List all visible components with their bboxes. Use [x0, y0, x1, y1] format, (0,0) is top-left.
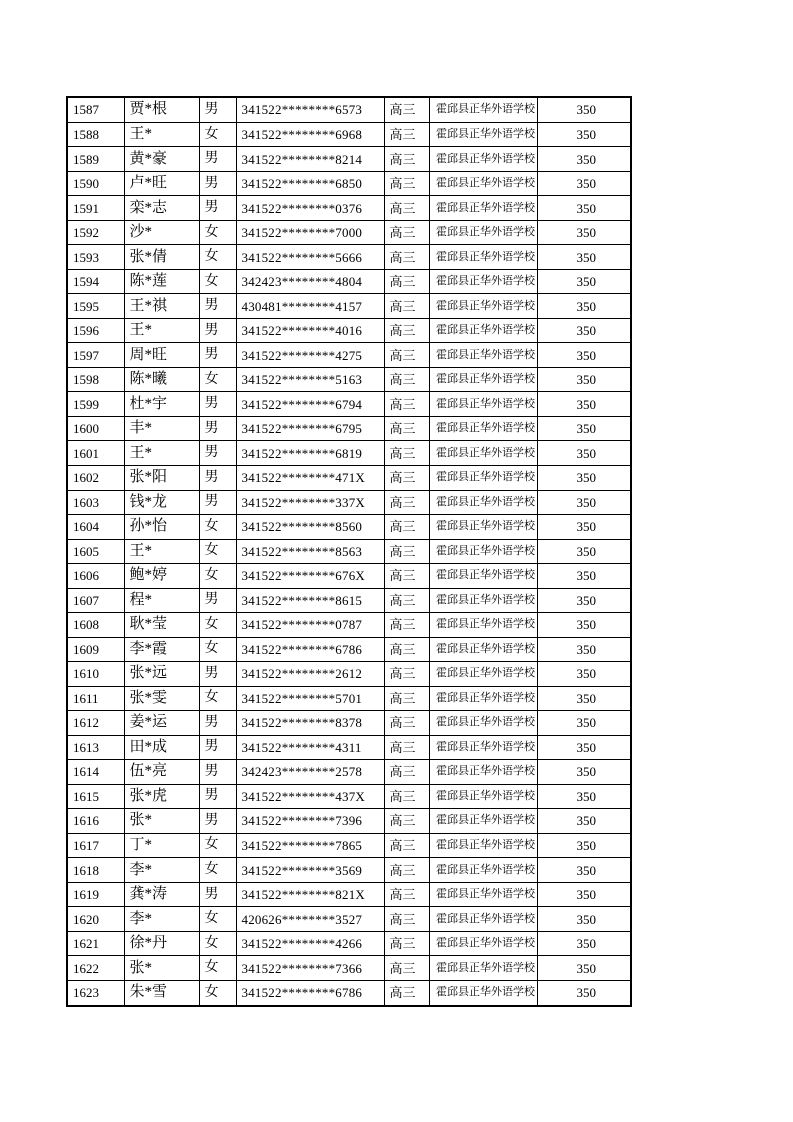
gender-cell: 女: [199, 686, 236, 711]
amount-cell: 350: [537, 416, 631, 441]
id-number-cell: 341522********8615: [236, 588, 384, 613]
gender-cell: 男: [199, 588, 236, 613]
school-cell: 霍邱县正华外语学校: [429, 735, 537, 760]
grade-cell: 高三: [384, 686, 429, 711]
id-number-cell: 341522********4275: [236, 343, 384, 368]
school-cell: 霍邱县正华外语学校: [429, 637, 537, 662]
amount-cell: 350: [537, 588, 631, 613]
row-number-cell: 1587: [67, 97, 124, 122]
name-cell: 徐*丹: [124, 931, 199, 956]
table-row: [67, 466, 631, 491]
grade-cell: 高三: [384, 196, 429, 221]
amount-cell: 350: [537, 907, 631, 932]
row-number-cell: 1611: [67, 686, 124, 711]
table-row: [67, 784, 631, 809]
id-number-cell: 341522********7865: [236, 833, 384, 858]
amount-cell: 350: [537, 833, 631, 858]
row-number-cell: 1620: [67, 907, 124, 932]
row-number-cell: 1598: [67, 367, 124, 392]
grade-cell: 高三: [384, 735, 429, 760]
id-number-cell: 341522********6794: [236, 392, 384, 417]
grade-cell: 高三: [384, 833, 429, 858]
school-cell: 霍邱县正华外语学校: [429, 956, 537, 981]
name-cell: 沙*: [124, 220, 199, 245]
id-number-cell: 341522********2612: [236, 662, 384, 687]
row-number-cell: 1610: [67, 662, 124, 687]
id-number-cell: 341522********6786: [236, 637, 384, 662]
amount-cell: 350: [537, 171, 631, 196]
grade-cell: 高三: [384, 294, 429, 319]
table-row: [67, 564, 631, 589]
id-number-cell: 341522********7366: [236, 956, 384, 981]
row-number-cell: 1590: [67, 171, 124, 196]
grade-cell: 高三: [384, 171, 429, 196]
name-cell: 王*: [124, 441, 199, 466]
id-number-cell: 341522********676X: [236, 564, 384, 589]
row-number-cell: 1623: [67, 980, 124, 1006]
amount-cell: 350: [537, 931, 631, 956]
school-cell: 霍邱县正华外语学校: [429, 269, 537, 294]
table-row: [67, 882, 631, 907]
amount-cell: 350: [537, 735, 631, 760]
amount-cell: 350: [537, 662, 631, 687]
school-cell: 霍邱县正华外语学校: [429, 564, 537, 589]
gender-cell: 女: [199, 980, 236, 1006]
gender-cell: 男: [199, 196, 236, 221]
gender-cell: 女: [199, 956, 236, 981]
grade-cell: 高三: [384, 392, 429, 417]
id-number-cell: 341522********4016: [236, 318, 384, 343]
school-cell: 霍邱县正华外语学校: [429, 907, 537, 932]
amount-cell: 350: [537, 490, 631, 515]
table-row: [67, 637, 631, 662]
grade-cell: 高三: [384, 931, 429, 956]
row-number-cell: 1612: [67, 711, 124, 736]
row-number-cell: 1614: [67, 760, 124, 785]
amount-cell: 350: [537, 760, 631, 785]
school-cell: 霍邱县正华外语学校: [429, 294, 537, 319]
table-row: [67, 515, 631, 540]
amount-cell: 350: [537, 245, 631, 270]
amount-cell: 350: [537, 711, 631, 736]
id-number-cell: 341522********6850: [236, 171, 384, 196]
school-cell: 霍邱县正华外语学校: [429, 686, 537, 711]
school-cell: 霍邱县正华外语学校: [429, 171, 537, 196]
table-row: [67, 858, 631, 883]
school-cell: 霍邱县正华外语学校: [429, 760, 537, 785]
name-cell: 丰*: [124, 416, 199, 441]
amount-cell: 350: [537, 515, 631, 540]
grade-cell: 高三: [384, 539, 429, 564]
row-number-cell: 1606: [67, 564, 124, 589]
gender-cell: 女: [199, 539, 236, 564]
gender-cell: 女: [199, 367, 236, 392]
gender-cell: 男: [199, 735, 236, 760]
table-row: [67, 662, 631, 687]
amount-cell: 350: [537, 784, 631, 809]
gender-cell: 男: [199, 294, 236, 319]
grade-cell: 高三: [384, 343, 429, 368]
name-cell: 龚*涛: [124, 882, 199, 907]
amount-cell: 350: [537, 147, 631, 172]
name-cell: 陈*莲: [124, 269, 199, 294]
amount-cell: 350: [537, 809, 631, 834]
grade-cell: 高三: [384, 245, 429, 270]
row-number-cell: 1617: [67, 833, 124, 858]
gender-cell: 男: [199, 882, 236, 907]
gender-cell: 女: [199, 122, 236, 147]
name-cell: 贾*根: [124, 97, 199, 122]
id-number-cell: 341522********4311: [236, 735, 384, 760]
amount-cell: 350: [537, 196, 631, 221]
gender-cell: 女: [199, 564, 236, 589]
table-row: [67, 416, 631, 441]
row-number-cell: 1604: [67, 515, 124, 540]
amount-cell: 350: [537, 367, 631, 392]
name-cell: 李*: [124, 858, 199, 883]
name-cell: 卢*旺: [124, 171, 199, 196]
table-row: [67, 980, 631, 1006]
gender-cell: 女: [199, 613, 236, 638]
name-cell: 钱*龙: [124, 490, 199, 515]
grade-cell: 高三: [384, 662, 429, 687]
name-cell: 张*阳: [124, 466, 199, 491]
table-row: [67, 196, 631, 221]
grade-cell: 高三: [384, 220, 429, 245]
id-number-cell: 341522********8563: [236, 539, 384, 564]
school-cell: 霍邱县正华外语学校: [429, 882, 537, 907]
amount-cell: 350: [537, 97, 631, 122]
school-cell: 霍邱县正华外语学校: [429, 515, 537, 540]
id-number-cell: 342423********2578: [236, 760, 384, 785]
gender-cell: 女: [199, 907, 236, 932]
school-cell: 霍邱县正华外语学校: [429, 343, 537, 368]
amount-cell: 350: [537, 882, 631, 907]
table-row: [67, 686, 631, 711]
gender-cell: 女: [199, 637, 236, 662]
table-row: [67, 711, 631, 736]
row-number-cell: 1603: [67, 490, 124, 515]
row-number-cell: 1601: [67, 441, 124, 466]
table-row: [67, 269, 631, 294]
name-cell: 王*: [124, 122, 199, 147]
name-cell: 李*: [124, 907, 199, 932]
school-cell: 霍邱县正华外语学校: [429, 147, 537, 172]
row-number-cell: 1615: [67, 784, 124, 809]
grade-cell: 高三: [384, 809, 429, 834]
grade-cell: 高三: [384, 97, 429, 122]
name-cell: 孙*怡: [124, 515, 199, 540]
school-cell: 霍邱县正华外语学校: [429, 220, 537, 245]
amount-cell: 350: [537, 858, 631, 883]
id-number-cell: 341522********8378: [236, 711, 384, 736]
school-cell: 霍邱县正华外语学校: [429, 97, 537, 122]
row-number-cell: 1595: [67, 294, 124, 319]
row-number-cell: 1591: [67, 196, 124, 221]
gender-cell: 女: [199, 245, 236, 270]
row-number-cell: 1599: [67, 392, 124, 417]
id-number-cell: 342423********4804: [236, 269, 384, 294]
amount-cell: 350: [537, 564, 631, 589]
table-row: [67, 147, 631, 172]
grade-cell: 高三: [384, 564, 429, 589]
amount-cell: 350: [537, 956, 631, 981]
name-cell: 张*: [124, 956, 199, 981]
id-number-cell: 430481********4157: [236, 294, 384, 319]
id-number-cell: 341522********471X: [236, 466, 384, 491]
gender-cell: 男: [199, 147, 236, 172]
grade-cell: 高三: [384, 466, 429, 491]
grade-cell: 高三: [384, 416, 429, 441]
id-number-cell: 341522********7396: [236, 809, 384, 834]
id-number-cell: 341522********6573: [236, 97, 384, 122]
table-body: [67, 97, 631, 1006]
school-cell: 霍邱县正华外语学校: [429, 809, 537, 834]
name-cell: 王*祺: [124, 294, 199, 319]
id-number-cell: 341522********6786: [236, 980, 384, 1006]
name-cell: 张*倩: [124, 245, 199, 270]
id-number-cell: 341522********821X: [236, 882, 384, 907]
grade-cell: 高三: [384, 367, 429, 392]
amount-cell: 350: [537, 269, 631, 294]
name-cell: 田*成: [124, 735, 199, 760]
id-number-cell: 341522********3569: [236, 858, 384, 883]
name-cell: 程*: [124, 588, 199, 613]
gender-cell: 男: [199, 490, 236, 515]
name-cell: 伍*亮: [124, 760, 199, 785]
gender-cell: 男: [199, 343, 236, 368]
gender-cell: 男: [199, 171, 236, 196]
school-cell: 霍邱县正华外语学校: [429, 539, 537, 564]
row-number-cell: 1588: [67, 122, 124, 147]
row-number-cell: 1613: [67, 735, 124, 760]
amount-cell: 350: [537, 637, 631, 662]
id-number-cell: 341522********0376: [236, 196, 384, 221]
row-number-cell: 1602: [67, 466, 124, 491]
table-row: [67, 97, 631, 122]
gender-cell: 男: [199, 466, 236, 491]
name-cell: 周*旺: [124, 343, 199, 368]
table-row: [67, 220, 631, 245]
amount-cell: 350: [537, 539, 631, 564]
amount-cell: 350: [537, 343, 631, 368]
grade-cell: 高三: [384, 613, 429, 638]
row-number-cell: 1619: [67, 882, 124, 907]
gender-cell: 男: [199, 662, 236, 687]
row-number-cell: 1596: [67, 318, 124, 343]
name-cell: 杜*宇: [124, 392, 199, 417]
amount-cell: 350: [537, 220, 631, 245]
amount-cell: 350: [537, 392, 631, 417]
grade-cell: 高三: [384, 711, 429, 736]
name-cell: 张*雯: [124, 686, 199, 711]
grade-cell: 高三: [384, 760, 429, 785]
grade-cell: 高三: [384, 490, 429, 515]
gender-cell: 女: [199, 220, 236, 245]
name-cell: 耿*莹: [124, 613, 199, 638]
grade-cell: 高三: [384, 858, 429, 883]
gender-cell: 男: [199, 711, 236, 736]
table-row: [67, 245, 631, 270]
school-cell: 霍邱县正华外语学校: [429, 588, 537, 613]
school-cell: 霍邱县正华外语学校: [429, 980, 537, 1006]
table-row: [67, 367, 631, 392]
name-cell: 朱*雪: [124, 980, 199, 1006]
school-cell: 霍邱县正华外语学校: [429, 613, 537, 638]
name-cell: 鲍*婷: [124, 564, 199, 589]
name-cell: 张*虎: [124, 784, 199, 809]
school-cell: 霍邱县正华外语学校: [429, 367, 537, 392]
id-number-cell: 341522********4266: [236, 931, 384, 956]
school-cell: 霍邱县正华外语学校: [429, 490, 537, 515]
school-cell: 霍邱县正华外语学校: [429, 441, 537, 466]
amount-cell: 350: [537, 613, 631, 638]
row-number-cell: 1589: [67, 147, 124, 172]
school-cell: 霍邱县正华外语学校: [429, 662, 537, 687]
gender-cell: 男: [199, 392, 236, 417]
name-cell: 黄*豪: [124, 147, 199, 172]
id-number-cell: 341522********6795: [236, 416, 384, 441]
grade-cell: 高三: [384, 980, 429, 1006]
row-number-cell: 1593: [67, 245, 124, 270]
table-row: [67, 907, 631, 932]
student-roster-table: [66, 96, 632, 1007]
gender-cell: 女: [199, 833, 236, 858]
table-row: [67, 392, 631, 417]
table-row: [67, 294, 631, 319]
grade-cell: 高三: [384, 637, 429, 662]
gender-cell: 女: [199, 515, 236, 540]
table-row: [67, 760, 631, 785]
grade-cell: 高三: [384, 441, 429, 466]
grade-cell: 高三: [384, 956, 429, 981]
gender-cell: 男: [199, 441, 236, 466]
row-number-cell: 1605: [67, 539, 124, 564]
row-number-cell: 1616: [67, 809, 124, 834]
school-cell: 霍邱县正华外语学校: [429, 858, 537, 883]
id-number-cell: 341522********337X: [236, 490, 384, 515]
grade-cell: 高三: [384, 122, 429, 147]
table-row: [67, 171, 631, 196]
table-row: [67, 588, 631, 613]
name-cell: 李*霞: [124, 637, 199, 662]
id-number-cell: 341522********6819: [236, 441, 384, 466]
school-cell: 霍邱县正华外语学校: [429, 711, 537, 736]
amount-cell: 350: [537, 686, 631, 711]
id-number-cell: 341522********6968: [236, 122, 384, 147]
table-row: [67, 122, 631, 147]
grade-cell: 高三: [384, 515, 429, 540]
id-number-cell: 341522********7000: [236, 220, 384, 245]
id-number-cell: 341522********0787: [236, 613, 384, 638]
name-cell: 栾*志: [124, 196, 199, 221]
name-cell: 陈*曦: [124, 367, 199, 392]
table-row: [67, 956, 631, 981]
grade-cell: 高三: [384, 318, 429, 343]
gender-cell: 女: [199, 858, 236, 883]
school-cell: 霍邱县正华外语学校: [429, 196, 537, 221]
id-number-cell: 341522********8560: [236, 515, 384, 540]
row-number-cell: 1600: [67, 416, 124, 441]
table-row: [67, 441, 631, 466]
school-cell: 霍邱县正华外语学校: [429, 466, 537, 491]
amount-cell: 350: [537, 466, 631, 491]
id-number-cell: 341522********8214: [236, 147, 384, 172]
gender-cell: 男: [199, 760, 236, 785]
gender-cell: 男: [199, 416, 236, 441]
row-number-cell: 1608: [67, 613, 124, 638]
grade-cell: 高三: [384, 907, 429, 932]
table-row: [67, 343, 631, 368]
row-number-cell: 1594: [67, 269, 124, 294]
table-row: [67, 318, 631, 343]
grade-cell: 高三: [384, 588, 429, 613]
row-number-cell: 1622: [67, 956, 124, 981]
school-cell: 霍邱县正华外语学校: [429, 784, 537, 809]
name-cell: 王*: [124, 318, 199, 343]
table-row: [67, 613, 631, 638]
id-number-cell: 341522********5163: [236, 367, 384, 392]
grade-cell: 高三: [384, 147, 429, 172]
row-number-cell: 1607: [67, 588, 124, 613]
amount-cell: 350: [537, 980, 631, 1006]
table-row: [67, 931, 631, 956]
id-number-cell: 341522********437X: [236, 784, 384, 809]
school-cell: 霍邱县正华外语学校: [429, 245, 537, 270]
id-number-cell: 341522********5666: [236, 245, 384, 270]
school-cell: 霍邱县正华外语学校: [429, 318, 537, 343]
grade-cell: 高三: [384, 269, 429, 294]
name-cell: 张*远: [124, 662, 199, 687]
gender-cell: 女: [199, 931, 236, 956]
gender-cell: 男: [199, 97, 236, 122]
gender-cell: 男: [199, 784, 236, 809]
row-number-cell: 1597: [67, 343, 124, 368]
name-cell: 王*: [124, 539, 199, 564]
table-row: [67, 539, 631, 564]
table-row: [67, 490, 631, 515]
name-cell: 丁*: [124, 833, 199, 858]
row-number-cell: 1618: [67, 858, 124, 883]
amount-cell: 350: [537, 441, 631, 466]
row-number-cell: 1592: [67, 220, 124, 245]
id-number-cell: 341522********5701: [236, 686, 384, 711]
school-cell: 霍邱县正华外语学校: [429, 931, 537, 956]
id-number-cell: 420626********3527: [236, 907, 384, 932]
grade-cell: 高三: [384, 882, 429, 907]
row-number-cell: 1609: [67, 637, 124, 662]
school-cell: 霍邱县正华外语学校: [429, 833, 537, 858]
gender-cell: 女: [199, 269, 236, 294]
gender-cell: 男: [199, 809, 236, 834]
school-cell: 霍邱县正华外语学校: [429, 122, 537, 147]
table-row: [67, 833, 631, 858]
row-number-cell: 1621: [67, 931, 124, 956]
name-cell: 张*: [124, 809, 199, 834]
amount-cell: 350: [537, 318, 631, 343]
name-cell: 姜*运: [124, 711, 199, 736]
table-row: [67, 735, 631, 760]
amount-cell: 350: [537, 122, 631, 147]
grade-cell: 高三: [384, 784, 429, 809]
school-cell: 霍邱县正华外语学校: [429, 392, 537, 417]
gender-cell: 男: [199, 318, 236, 343]
amount-cell: 350: [537, 294, 631, 319]
school-cell: 霍邱县正华外语学校: [429, 416, 537, 441]
table-row: [67, 809, 631, 834]
